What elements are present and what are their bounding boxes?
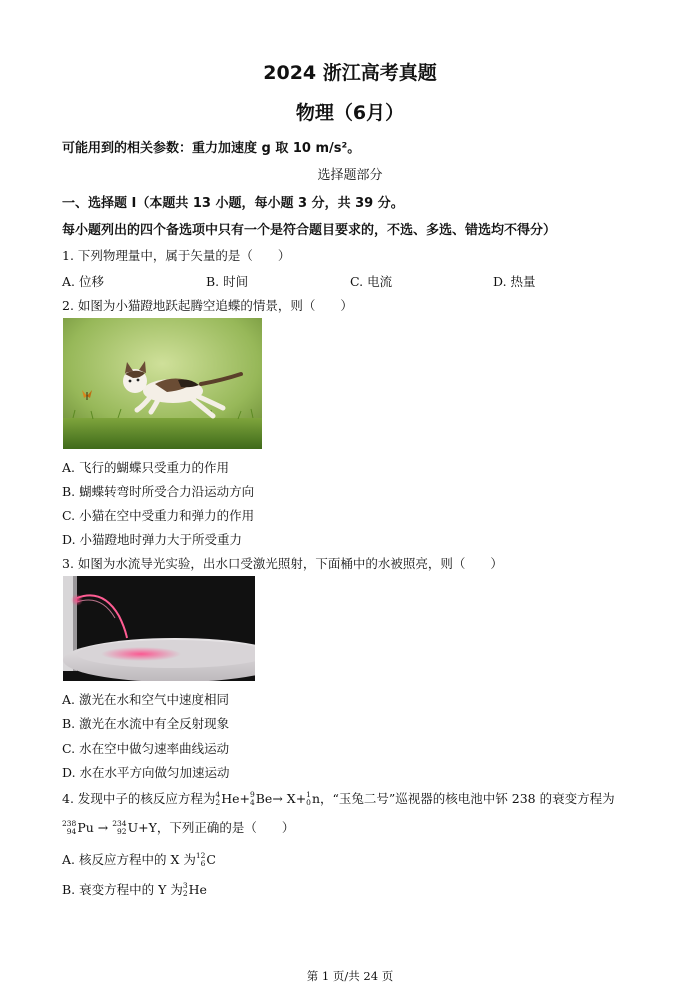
q4-stem-a: 4. 发现中子的核反应方程为 — [62, 791, 216, 806]
q3-option-d: D. 水在水平方向做匀加速运动 — [62, 765, 230, 780]
be-symbol: Be — [255, 791, 273, 806]
u-symbol: U+Y — [127, 820, 157, 835]
cat-butterfly-photo — [63, 318, 262, 449]
c-symbol: C — [206, 852, 216, 867]
n-z: 0 — [306, 797, 311, 807]
q3-stem: 3. 如图为水流导光实验，出水口受激光照射，下面桶中的水被照亮，则（ ） — [62, 556, 503, 571]
be-z: 4 — [249, 797, 255, 807]
q3-option-c: C. 水在空中做匀速率曲线运动 — [62, 741, 230, 756]
n-symbol: n — [311, 791, 321, 806]
he-z: 2 — [215, 797, 221, 807]
q3-option-b: B. 激光在水流中有全反射现象 — [62, 716, 230, 731]
neutron-nuclide — [306, 791, 320, 808]
q4-stem-line2 — [62, 818, 294, 837]
q2-option-d: D. 小猫蹬地时弹力大于所受重力 — [62, 532, 243, 547]
he3-symbol: He — [188, 882, 207, 897]
q1-option-a: A. 位移 — [62, 274, 104, 289]
u-mass: 234 — [112, 818, 127, 828]
n-mass: 1 — [306, 789, 311, 799]
cat-photo-svg — [63, 318, 262, 449]
helium-nuclide — [215, 791, 250, 808]
q2-option-a: A. 飞行的蝴蝶只受重力的作用 — [62, 460, 229, 475]
part1-instruction: 每小题列出的四个备选项中只有一个是符合题目要求的，不选、多选、错选均不得分） — [62, 223, 557, 238]
q4-option-a-text: A. 核反应方程中的 X 为 — [62, 852, 196, 867]
pu-mass: 238 — [62, 818, 77, 828]
q3-option-a: A. 激光在水和空气中速度相同 — [62, 692, 229, 707]
plutonium-nuclide — [62, 820, 94, 837]
q2-option-c: C. 小猫在空中受重力和弹力的作用 — [62, 508, 255, 523]
q1-option-c: C. 电流 — [350, 274, 393, 289]
be-mass: 9 — [249, 789, 255, 799]
decay-arrow: → — [97, 820, 109, 835]
arrow-x: → X+ — [272, 791, 307, 806]
q1-option-b: B. 时间 — [206, 274, 249, 289]
beryllium-nuclide — [250, 791, 272, 808]
exam-title: 2024 浙江高考真题 — [263, 62, 437, 84]
c-z: 6 — [200, 858, 206, 868]
pu-z: 94 — [66, 826, 77, 836]
q2-option-b: B. 蝴蝶转弯时所受合力沿运动方向 — [62, 484, 255, 499]
he3-z: 2 — [182, 888, 188, 898]
params-line: 可能用到的相关参数：重力加速度 g 取 10 m/s²。 — [62, 141, 361, 156]
water-laser-photo — [63, 576, 255, 681]
page-footer: 第 1 页/共 24 页 — [306, 969, 394, 983]
q4-option-b — [62, 880, 207, 899]
he-mass: 4 — [215, 789, 221, 799]
he-symbol: He+ — [221, 791, 250, 806]
q4-stem-b: ，“玉兔二号”巡视器的核电池中钚 238 的衰变方程为 — [320, 791, 615, 806]
he3-nuclide — [183, 882, 207, 899]
carbon-nuclide — [196, 852, 216, 869]
q2-stem: 2. 如图为小猫蹬地跃起腾空追蝶的情景，则（ ） — [62, 298, 353, 313]
q4-option-b-text: B. 衰变方程中的 Y 为 — [62, 882, 183, 897]
water-laser-svg — [63, 576, 255, 681]
q4-stem-c: ，下列正确的是（ ） — [156, 820, 295, 835]
q4-option-a — [62, 850, 216, 869]
part1-heading: 一、选择题 I（本题共 13 小题，每小题 3 分，共 39 分。 — [62, 196, 404, 211]
q1-stem: 1. 下列物理量中，属于矢量的是（ ） — [62, 248, 291, 263]
u-z: 92 — [117, 826, 127, 836]
pu-symbol: Pu — [77, 820, 94, 835]
q4-stem-line1 — [62, 789, 615, 808]
c-mass: 12 — [195, 850, 206, 860]
section-title: 选择题部分 — [317, 168, 383, 183]
q1-option-d: D. 热量 — [493, 274, 536, 289]
exam-subtitle: 物理（6月） — [295, 102, 405, 124]
uranium-nuclide — [112, 820, 157, 837]
he3-mass: 3 — [182, 880, 188, 890]
